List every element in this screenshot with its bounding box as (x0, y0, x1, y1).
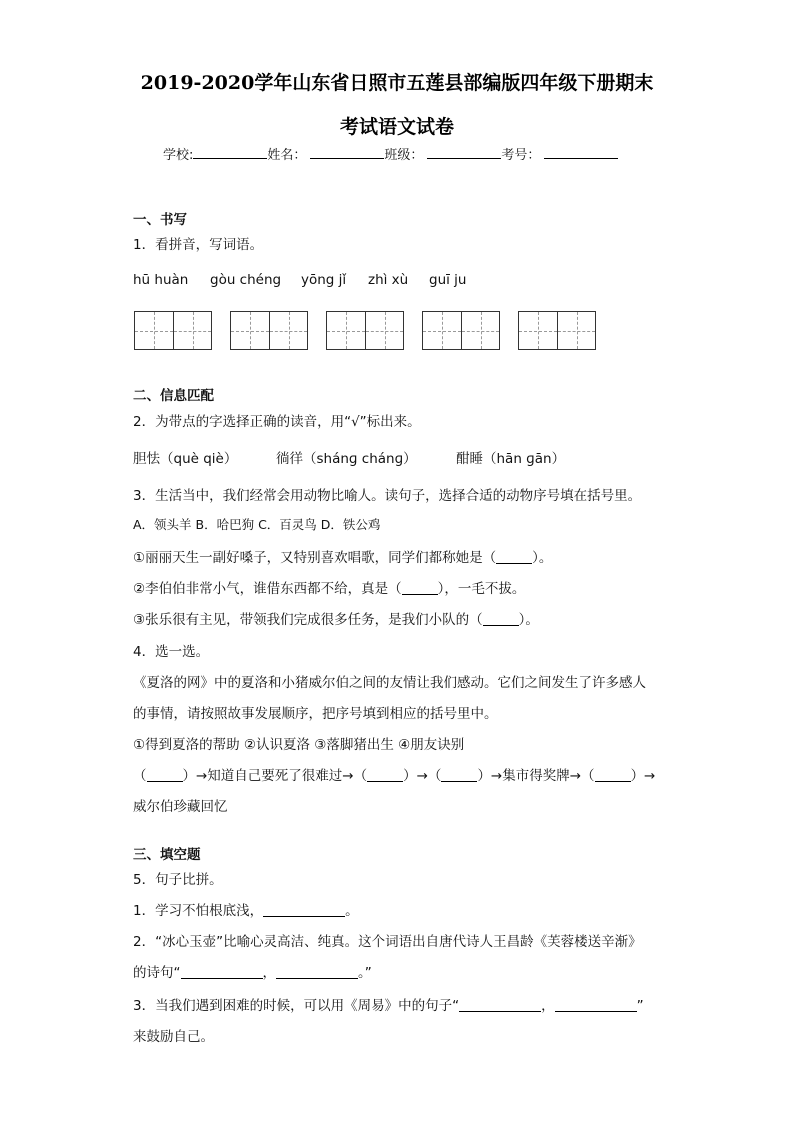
q4-sequence-end: 威尔伯珍藏回忆 (133, 799, 228, 815)
answer-blank[interactable] (441, 767, 477, 782)
sentence-text: ①丽丽天生一副好嗓子，又特别喜欢唱歌，同学们都称她是（ (133, 550, 497, 566)
q5-line-4 (133, 994, 644, 1014)
sentence-text: ②李伯伯非常小气，谁借东西都不给，真是（ (133, 581, 402, 597)
sequence-text: ）→集市得奖牌→（ (477, 768, 595, 784)
q5-line-5: 来鼓励自己。 (133, 1029, 214, 1045)
sentence-text: ， (541, 998, 555, 1014)
writing-grid[interactable] (134, 311, 212, 350)
q3-sentence-1 (133, 546, 552, 566)
q4-sequence (133, 764, 655, 784)
section-heading-writing: 一、书写 (133, 212, 187, 228)
question-5-stem: 5．句子比拼。 (133, 872, 223, 888)
sentence-text: 1．学习不怕根底浅， (133, 903, 264, 919)
q4-choices: ①得到夏洛的帮助 ②认识夏洛 ③落脚猪出生 ④朋友诀别 (133, 737, 465, 753)
answer-blank[interactable] (555, 997, 637, 1012)
q3-sentence-3 (133, 608, 539, 628)
reading-choice-item[interactable]: 酣睡（hān ɡān） (456, 451, 566, 467)
pinyin-item: yōng jǐ (301, 272, 347, 288)
answer-blank[interactable] (181, 964, 263, 979)
answer-blank[interactable] (147, 767, 183, 782)
writing-grid[interactable] (422, 311, 500, 350)
writing-grid[interactable] (230, 311, 308, 350)
reading-choice-item[interactable]: 徜徉（shánɡ chánɡ） (276, 451, 417, 467)
answer-blank[interactable] (483, 611, 519, 626)
answer-blank[interactable] (263, 902, 345, 917)
class-label: 班级： (384, 148, 424, 163)
pinyin-item: zhì xù (368, 272, 409, 288)
pinyin-item: hū huàn (133, 272, 189, 288)
sentence-text: ）。 (518, 612, 539, 628)
sentence-text: 3．当我们遇到困难的时候，可以用《周易》中的句子“ (133, 998, 460, 1014)
school-blank[interactable] (193, 144, 267, 159)
sentence-text: 。 (345, 903, 359, 919)
sequence-text: （ (133, 768, 147, 784)
pinyin-item: guī ju (429, 272, 467, 288)
sentence-text: ， (262, 965, 276, 981)
answer-blank[interactable] (496, 549, 532, 564)
sentence-text: ” (636, 998, 644, 1014)
section-heading-fill-in: 三、填空题 (133, 847, 201, 863)
sequence-text: ）→ (630, 768, 656, 784)
answer-blank[interactable] (595, 767, 631, 782)
answer-blank[interactable] (402, 580, 438, 595)
sentence-text: ）。 (532, 550, 553, 566)
sequence-text: ）→知道自己要死了很难过→（ (182, 768, 368, 784)
writing-grid[interactable] (518, 311, 596, 350)
school-label: 学校: (163, 148, 194, 163)
pinyin-item: gòu chéng (210, 272, 282, 288)
answer-blank[interactable] (459, 997, 541, 1012)
q3-sentence-2 (133, 577, 525, 597)
sentence-text: ③张乐很有主见，带领我们完成很多任务，是我们小队的（ (133, 612, 483, 628)
question-2-stem: 2．为带点的字选择正确的读音，用“√”标出来。 (133, 414, 421, 430)
sequence-text: ）→（ (403, 768, 442, 784)
answer-blank[interactable] (276, 964, 358, 979)
number-blank[interactable] (544, 144, 618, 159)
exam-title-line1: 2019-2020学年山东省日照市五莲县部编版四年级下册期末 (140, 72, 654, 94)
answer-blank[interactable] (367, 767, 403, 782)
q4-paragraph-line2: 的事情，请按照故事发展顺序，把序号填到相应的括号里中。 (133, 706, 498, 722)
question-3-stem: 3．生活当中，我们经常会用动物比喻人。读句子，选择合适的动物序号填在括号里。 (133, 488, 642, 504)
q5-line-2: 2．“冰心玉壶”比喻心灵高洁、纯真。这个词语出自唐代诗人王昌龄《芙蓉楼送辛渐》 (133, 934, 642, 950)
name-label: 姓名： (267, 148, 307, 163)
question-1-stem: 1．看拼音，写词语。 (133, 237, 264, 253)
number-label: 考号： (501, 148, 541, 163)
q5-line-1 (133, 899, 359, 919)
animal-options: A．领头羊 B．哈巴狗 C．百灵鸟 D．铁公鸡 (133, 517, 381, 532)
q5-line-3 (133, 961, 372, 981)
question-4-stem: 4．选一选。 (133, 644, 210, 660)
reading-choice-item[interactable]: 胆怯（què qiè） (133, 451, 238, 467)
q4-paragraph-line1: 《夏洛的网》中的夏洛和小猪威尔伯之间的友情让我们感动。它们之间发生了许多感人 (133, 675, 646, 691)
sentence-text: ），一毛不拔。 (437, 581, 526, 597)
name-blank[interactable] (310, 144, 384, 159)
sentence-text: 。” (358, 965, 372, 981)
student-info-row (163, 144, 618, 163)
sentence-text: 的诗句“ (133, 965, 181, 981)
section-heading-matching: 二、信息匹配 (133, 388, 214, 404)
writing-grid[interactable] (326, 311, 404, 350)
exam-title-line2: 考试语文试卷 (339, 116, 454, 138)
class-blank[interactable] (427, 144, 501, 159)
